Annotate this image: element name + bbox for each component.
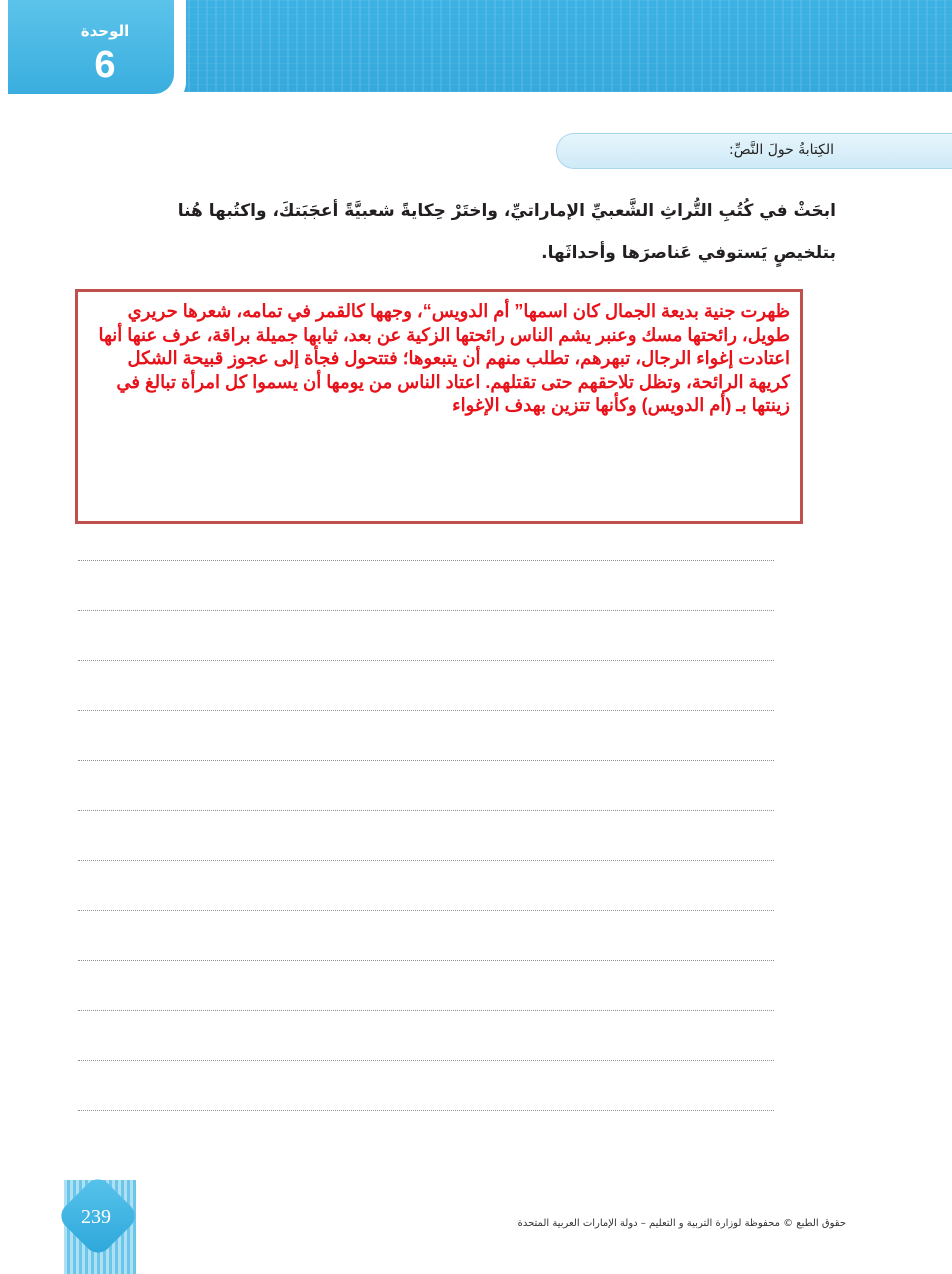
- writing-line[interactable]: [78, 1010, 774, 1011]
- writing-line[interactable]: [78, 710, 774, 711]
- writing-line[interactable]: [78, 660, 774, 661]
- section-title: الكِتابةُ حولَ النَّصِّ:: [729, 142, 834, 158]
- writing-line[interactable]: [78, 1110, 774, 1111]
- writing-line[interactable]: [78, 960, 774, 961]
- unit-label: الوحدة: [80, 22, 130, 40]
- writing-line[interactable]: [78, 610, 774, 611]
- writing-line[interactable]: [78, 910, 774, 911]
- writing-line[interactable]: [78, 860, 774, 861]
- writing-line[interactable]: [78, 1060, 774, 1061]
- writing-line[interactable]: [78, 560, 774, 561]
- writing-line[interactable]: [78, 810, 774, 811]
- unit-badge: [8, 0, 174, 94]
- instruction-text: ابحَثْ في كُتُبِ التُّراثِ الشَّعبيِّ الإماراتيِّ، واختَرْ حِكايةً شعبيَّةً أعجَبَتكَ، واكتُبها هُنا بتلخيصٍ يَستوفي عَناصرَها وأحداثَها.: [177, 201, 836, 263]
- writing-line[interactable]: [78, 760, 774, 761]
- unit-number: 6: [94, 44, 116, 86]
- copyright-footer: حقوق الطبع © محفوظة لوزارة التربية و التعليم – دولة الإمارات العربية المتحدة: [517, 1218, 846, 1229]
- answer-text: ظهرت جنية بديعة الجمال كان اسمها” أم الدويس“، وجهها كالقمر في تمامه، شعرها حريري طويل، رائحتها مسك وعنبر يشم الناس رائحتها الزكية عن بعد، ثيابها جميلة براقة، عرف عنها أنها اعتادت إغواء الرجال، تبهرهم، تطلب منهم أن يتبعوها؛ فتتحول فجأة إلى عجوز قبيحة الشكل كريهة الرائحة، وتظل تلاحقهم حتى تقتلهم. اعتاد الناس من يومها أن يسموا كل امرأة تبالغ في زينتها بـ (أم الدويس) وكأنها تتزين بهدف الإغواء: [98, 301, 790, 415]
- page-number: 239: [81, 1206, 111, 1228]
